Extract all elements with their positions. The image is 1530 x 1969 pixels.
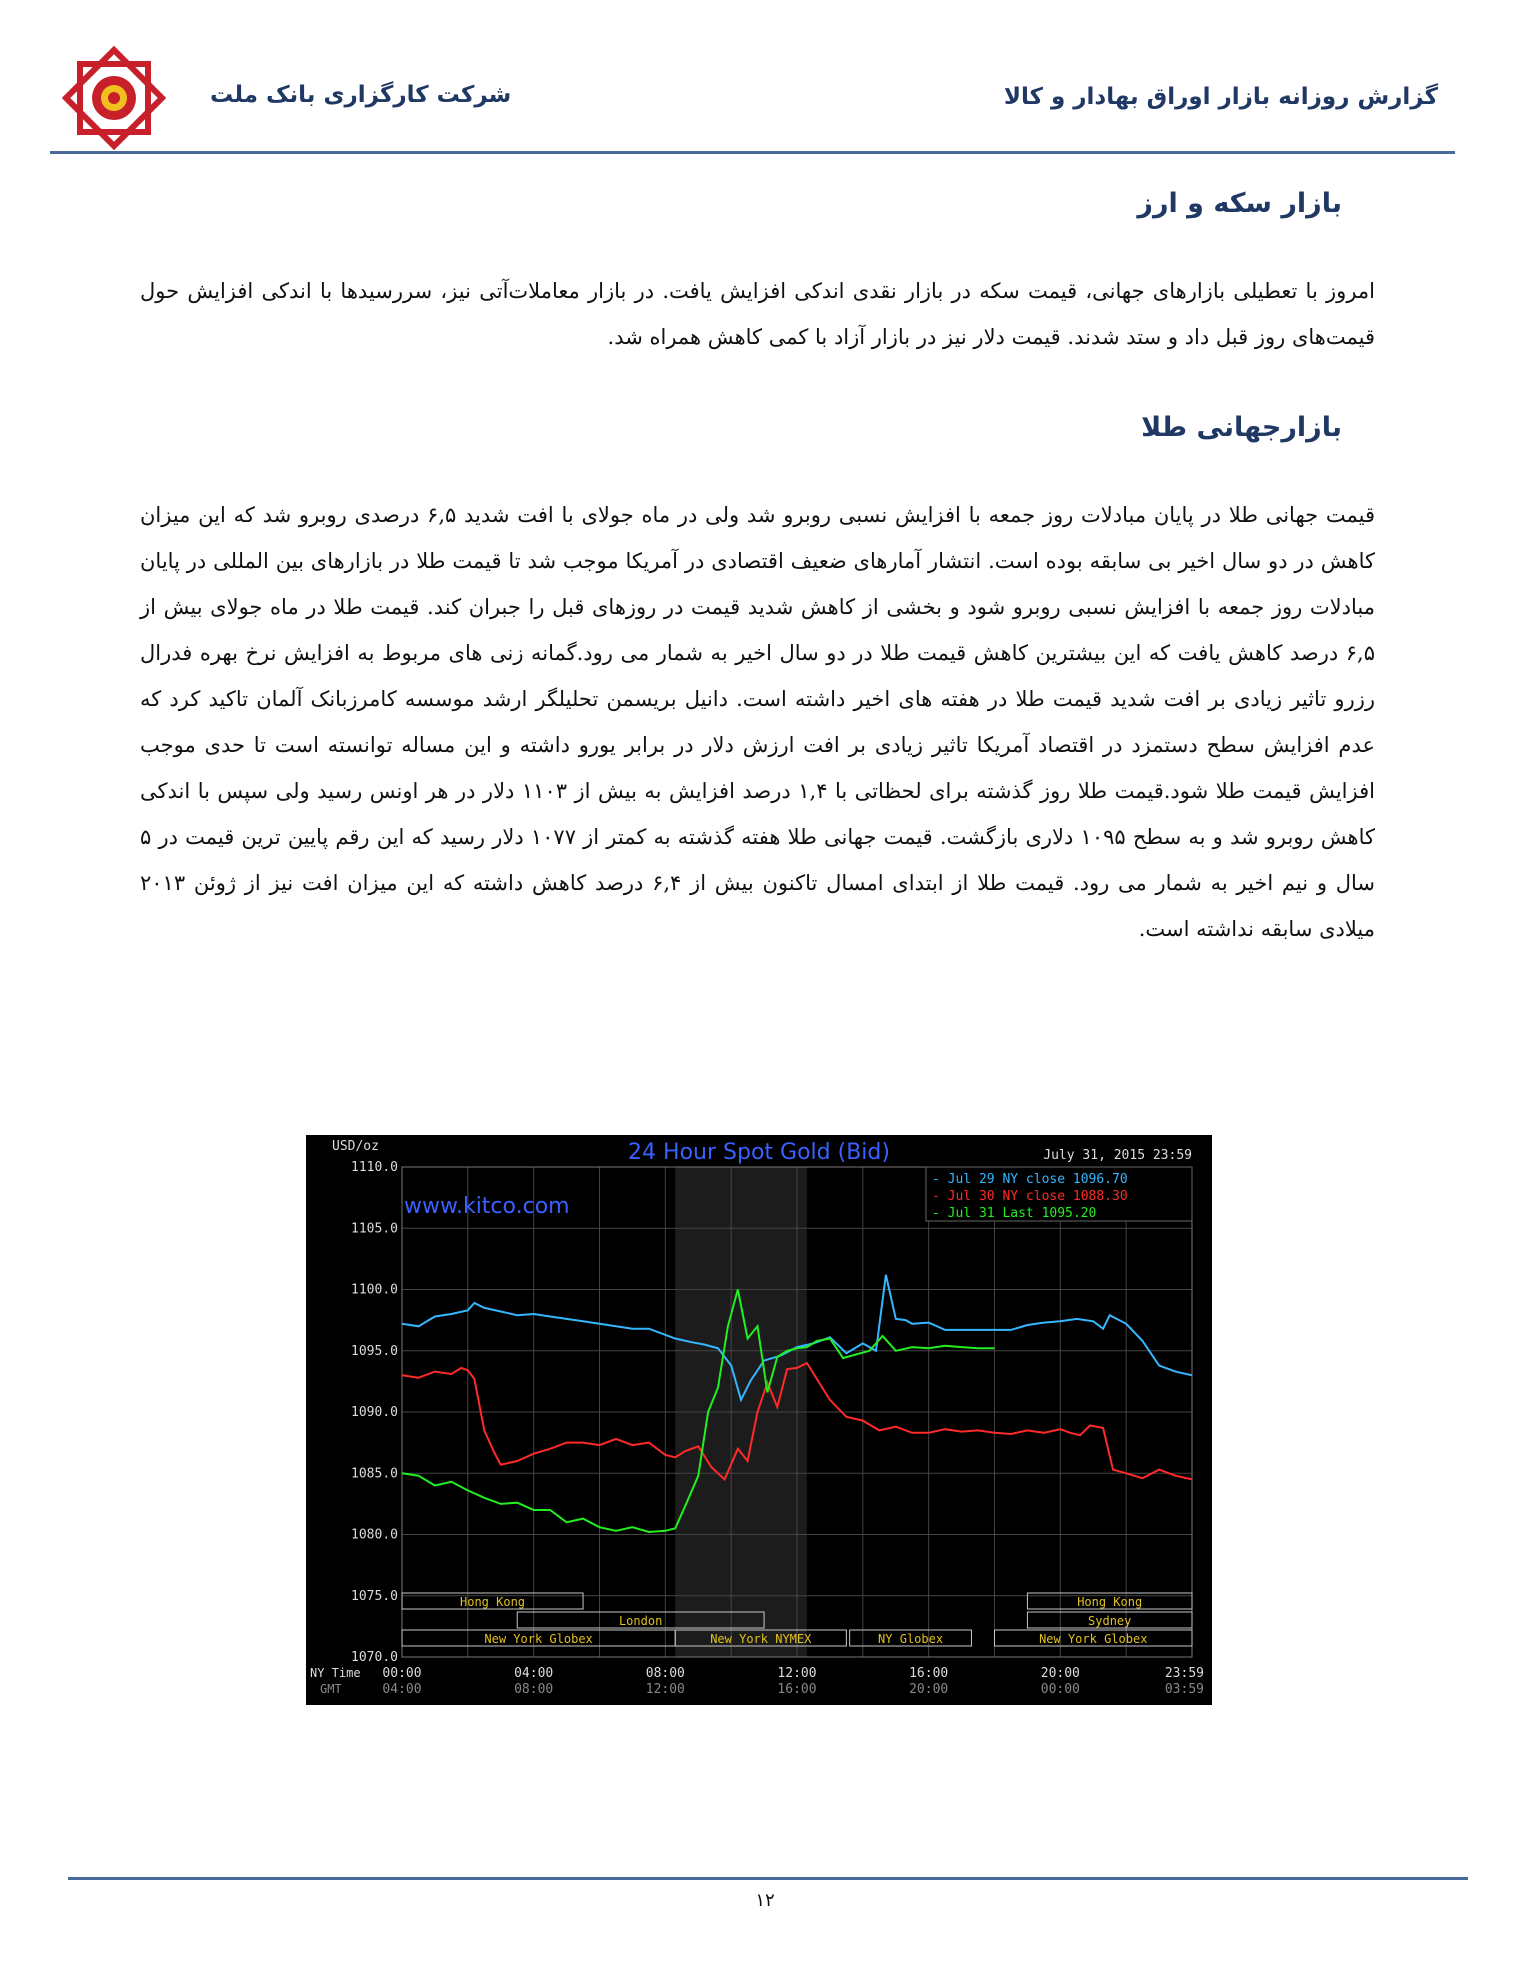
section-heading-gold-market: بازارجهانی طلا — [1141, 412, 1342, 443]
session-label: New York Globex — [484, 1632, 593, 1646]
y-tick-label: 1080.0 — [351, 1527, 398, 1543]
x-tick-label-gmt: 08:00 — [514, 1682, 554, 1697]
session-label: New York Globex — [1039, 1632, 1148, 1646]
footer-rule — [68, 1877, 1468, 1880]
y-tick-label: 1070.0 — [351, 1650, 398, 1665]
header-rule — [50, 151, 1455, 154]
y-tick-label: 1090.0 — [351, 1405, 398, 1420]
y-tick-label: 1105.0 — [351, 1221, 398, 1237]
x-tick-label-gmt: 12:00 — [645, 1682, 685, 1697]
section-paragraph-coin-currency: امروز با تعطیلی بازارهای جهانی، قیمت سکه در بازار نقدی اندکی افزایش یافت. در بازار معاملات‌آتی نیز، سررسیدها با اندکی افزایش حول قیمت‌های روز قبل داد و ستد شدند. قیمت دلار نیز در بازار آزاد با کمی کاهش همراه شد. — [140, 279, 1375, 349]
legend-entry: - Jul 30 NY close 1088.30 — [932, 1189, 1128, 1204]
x-tick-label-gmt: 00:00 — [1040, 1682, 1080, 1697]
report-title: گزارش روزانه بازار اوراق بهادار و کالا — [1003, 84, 1438, 110]
y-tick-label: 1100.0 — [351, 1282, 398, 1298]
session-label: Hong Kong — [460, 1595, 526, 1609]
chart-timestamp: July 31, 2015 23:59 — [1043, 1148, 1192, 1163]
x-tick-label-ny: 20:00 — [1040, 1666, 1080, 1681]
session-label: Sydney — [1088, 1614, 1132, 1628]
unit-label: USD/oz — [332, 1139, 379, 1154]
chart-title: 24 Hour Spot Gold (Bid) — [628, 1140, 890, 1165]
chart-watermark: www.kitco.com — [404, 1194, 570, 1219]
session-label: New York NYMEX — [710, 1632, 812, 1646]
chart-svg — [306, 1135, 1212, 1705]
company-name: شرکت کارگزاری بانک ملت — [210, 82, 512, 108]
session-label: Hong Kong — [1077, 1595, 1143, 1609]
company-logo — [62, 46, 166, 150]
page-number: ۱۲ — [755, 1890, 775, 1911]
x-row1-label: NY Time — [310, 1666, 361, 1680]
session-label: London — [618, 1614, 663, 1628]
section-paragraph-gold-market: قیمت جهانی طلا در پایان مبادلات روز جمعه با افزایش نسبی روبرو شد ولی در ماه جولای با افت شدید ۶,۵ درصدی روبرو شد که این میزان کاهش در دو سال اخیر بی سابقه بوده است. انتشار آمارهای ضعیف اقتصادی در آمریکا موجب شد تا قیمت طلا در بازارهای بین المللی در پایان مبادلات روز جمعه با افزایش نسبی روبرو شود و بخشی از کاهش شدید قیمت در روزهای قبل را جبران کند. قیمت طلا در ماه جولای بیش از ۶,۵ درصد کاهش یافت که این بیشترین کاهش قیمت طلا در دو سال اخیر به شمار می رود.گمانه زنی های مربوط به افزایش نرخ بهره فدرال رزرو تاثیر زیادی بر افت شدید قیمت طلا در هفته های اخیر داشته است. دانیل بریسمن تحلیلگر ارشد موسسه کامرزبانک آلمان تاکید کرد که عدم افزایش سطح دستمزد در اقتصاد آمریکا تاثیر زیادی بر افت ارزش دلار در برابر یورو داشته و این مساله توانسته است تا حدی موجب افزایش قیمت طلا شود.قیمت طلا روز گذشته برای لحظاتی با ۱,۴ درصد افزایش به بیش از ۱۱۰۳ دلار در هر اونس رسید ولی سپس با اندکی کاهش روبرو شد و به سطح ۱۰۹۵ دلاری بازگشت. قیمت جهانی طلا هفته گذشته به کمتر از ۱۰۷۷ دلار رسید که این رقم پایین ترین قیمت در ۵ سال و نیم اخیر به شمار می رود. قیمت طلا از ابتدای امسال تاکنون بیش از ۶,۴ درصد کاهش داشته که این میزان افت نیز از ژوئن ۲۰۱۳ میلادی سابقه نداشته است. — [140, 503, 1376, 941]
x-tick-label-gmt: 16:00 — [777, 1682, 817, 1697]
x-row2-label: GMT — [320, 1682, 342, 1696]
section-heading-coin-currency: بازار سکه و ارز — [1137, 188, 1342, 219]
x-tick-label-ny: 23:59 — [1164, 1666, 1204, 1681]
x-tick-label-ny: 12:00 — [777, 1666, 817, 1681]
x-tick-label-gmt: 04:00 — [382, 1682, 422, 1697]
y-tick-label: 1085.0 — [351, 1466, 398, 1482]
legend-entry: - Jul 31 Last 1095.20 — [932, 1206, 1097, 1221]
legend-entry: - Jul 29 NY close 1096.70 — [932, 1172, 1128, 1187]
session-label: NY Globex — [878, 1632, 944, 1646]
x-tick-label-gmt: 03:59 — [1164, 1682, 1204, 1697]
x-tick-label-gmt: 20:00 — [909, 1682, 949, 1697]
y-tick-label: 1110.0 — [351, 1160, 398, 1175]
y-tick-label: 1095.0 — [351, 1343, 398, 1359]
x-tick-label-ny: 16:00 — [909, 1666, 949, 1681]
x-tick-label-ny: 00:00 — [382, 1666, 422, 1681]
gold-price-chart — [306, 1135, 1212, 1705]
x-tick-label-ny: 04:00 — [514, 1666, 554, 1681]
y-tick-label: 1075.0 — [351, 1588, 398, 1604]
x-tick-label-ny: 08:00 — [645, 1666, 685, 1681]
